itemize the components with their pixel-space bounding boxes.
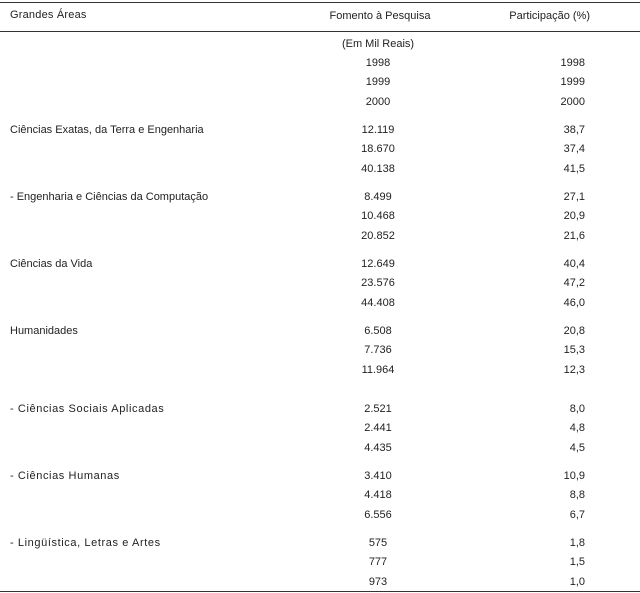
fomento-value: 44.408 xyxy=(361,297,395,309)
fomento-value: 12.119 xyxy=(361,124,395,136)
fomento-value: 973 xyxy=(368,576,388,588)
row-area-label: - Ciências Humanas xyxy=(10,470,120,482)
unit-note: (Em Mil Reais) xyxy=(341,38,415,50)
fomento-value: 3.410 xyxy=(364,470,392,482)
fomento-value: 8.499 xyxy=(364,191,392,203)
participacao-value: 38,7 xyxy=(563,124,585,136)
fomento-value: 4.435 xyxy=(364,442,392,454)
participacao-value: 37,4 xyxy=(563,143,585,155)
fomento-value: 20.852 xyxy=(361,230,395,242)
header-rule xyxy=(0,31,640,32)
fomento-value: 575 xyxy=(368,537,388,549)
fomento-value: 11.964 xyxy=(361,364,395,376)
year-participacao-1999: 1999 xyxy=(560,76,585,88)
participacao-value: 1,5 xyxy=(569,556,585,568)
participacao-value: 15,3 xyxy=(563,344,585,356)
fomento-value: 6.508 xyxy=(364,325,392,337)
participacao-value: 4,8 xyxy=(569,422,585,434)
fomento-value: 18.670 xyxy=(361,143,395,155)
fomento-value: 2.521 xyxy=(364,403,392,415)
participacao-value: 4,5 xyxy=(569,442,585,454)
participacao-value: 12,3 xyxy=(563,364,585,376)
row-area-label: Humanidades xyxy=(10,325,78,337)
participacao-value: 20,9 xyxy=(563,210,585,222)
participacao-value: 1,0 xyxy=(569,576,585,588)
participacao-value: 21,6 xyxy=(563,230,585,242)
participacao-value: 27,1 xyxy=(563,191,585,203)
row-area-label: - Engenharia e Ciências da Computação xyxy=(10,191,209,203)
row-area-label: - Lingüística, Letras e Artes xyxy=(10,537,161,549)
fomento-value: 23.576 xyxy=(361,277,395,289)
fomento-value: 4.418 xyxy=(364,489,392,501)
participacao-value: 40,4 xyxy=(563,258,585,270)
fomento-value: 777 xyxy=(368,556,388,568)
header-area: Grandes Áreas xyxy=(10,9,87,21)
fomento-value: 2.441 xyxy=(364,422,392,434)
header-fomento: Fomento à Pesquisa xyxy=(329,10,431,22)
participacao-value: 10,9 xyxy=(563,470,585,482)
row-area-label: - Ciências Sociais Aplicadas xyxy=(10,403,165,415)
header-participacao: Participação (%) xyxy=(509,10,590,22)
year-fomento-2000: 2000 xyxy=(365,96,391,108)
fomento-value: 7.736 xyxy=(364,344,392,356)
table-top-rule xyxy=(0,2,640,3)
participacao-value: 46,0 xyxy=(563,297,585,309)
participacao-value: 8,0 xyxy=(569,403,585,415)
participacao-value: 20,8 xyxy=(563,325,585,337)
participacao-value: 1,8 xyxy=(569,537,585,549)
fomento-value: 10.468 xyxy=(361,210,395,222)
fomento-value: 12.649 xyxy=(361,258,395,270)
participacao-value: 41,5 xyxy=(563,163,585,175)
row-area-label: Ciências da Vida xyxy=(10,258,93,270)
year-fomento-1998: 1998 xyxy=(365,57,391,69)
year-participacao-2000: 2000 xyxy=(560,96,585,108)
row-area-label: Ciências Exatas, da Terra e Engenharia xyxy=(10,124,204,136)
fomento-value: 6.556 xyxy=(364,509,392,521)
table-bottom-rule xyxy=(0,591,640,592)
year-participacao-1998: 1998 xyxy=(560,57,585,69)
participacao-value: 8,8 xyxy=(569,489,585,501)
fomento-value: 40.138 xyxy=(361,163,395,175)
participacao-value: 6,7 xyxy=(569,509,585,521)
year-fomento-1999: 1999 xyxy=(365,76,391,88)
participacao-value: 47,2 xyxy=(563,277,585,289)
